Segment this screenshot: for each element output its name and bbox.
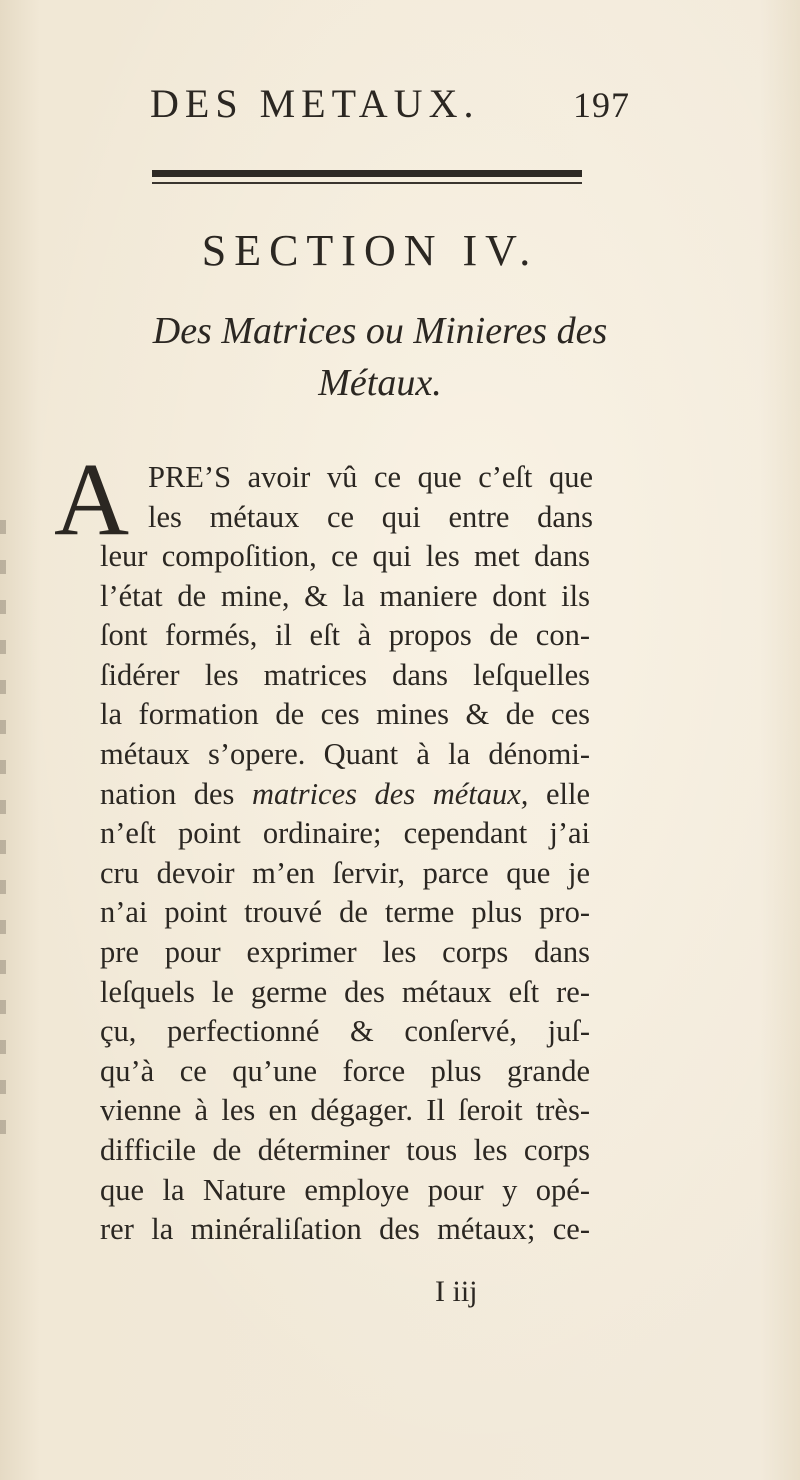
body-paragraph (100, 537, 590, 1250)
ornamental-rule-thin (152, 182, 582, 184)
section-subtitle (40, 305, 720, 409)
text-line: pre pour exprimer les corps dans (100, 934, 590, 969)
text-fragment: elle (528, 776, 590, 811)
section-heading: SECTION IV. (201, 226, 539, 275)
text-line: qu’à ce qu’une force plus grande (100, 1053, 590, 1088)
ornamental-rule (152, 170, 582, 177)
text-line: n’ai point trouvé de terme plus pro- (100, 895, 590, 930)
subtitle-line-2: Métaux. (318, 362, 442, 404)
text-line: que la Nature employe pour y opé- (100, 1172, 590, 1207)
text-line: n’eſt point ordinaire; cependant j’ai (100, 816, 590, 851)
text-line: leur compoſition, ce qui les met dans (100, 539, 590, 573)
page-number: 197 (573, 85, 630, 125)
text-line: rer la minéraliſation des métaux; ce- (100, 1212, 590, 1247)
text-fragment: nation des (100, 776, 252, 811)
signature-mark: I iij (435, 1275, 478, 1308)
text-line: vienne à les en dégager. Il ſeroit très- (100, 1093, 590, 1128)
text-line: la formation de ces mines & de ces (100, 697, 590, 732)
drop-cap: A (54, 442, 130, 557)
text-line: ſidérer les matrices dans leſquelles (100, 657, 590, 692)
running-head-title: DES METAUX. (150, 81, 480, 126)
italic-term: matrices des métaux, (251, 776, 529, 811)
gutter-shadow (0, 520, 6, 1140)
text-line: l’état de mine, & la maniere dont ils (100, 578, 590, 613)
subtitle-line-1: Des Matrices ou Minieres des (152, 310, 608, 352)
text-line: métaux s’opere. Quant à la dénomi- (100, 736, 590, 771)
text-line: cru devoir m’en ſervir, parce que je (100, 855, 590, 890)
text-line: ſont formés, il eſt à propos de con- (100, 618, 590, 653)
running-head (150, 80, 630, 130)
text-line-with-italic (100, 775, 590, 815)
text-line: PRE’S avoir vû ce que c’eſt que (148, 460, 593, 494)
text-line: leſquels le germe des métaux eſt re- (100, 974, 590, 1009)
text-line: les métaux ce qui entre dans (148, 499, 593, 534)
text-line: difficile de déterminer tous les corps (100, 1132, 590, 1167)
opening-lines (148, 458, 593, 537)
text-line: çu, perfectionné & conſervé, juſ- (100, 1014, 590, 1049)
